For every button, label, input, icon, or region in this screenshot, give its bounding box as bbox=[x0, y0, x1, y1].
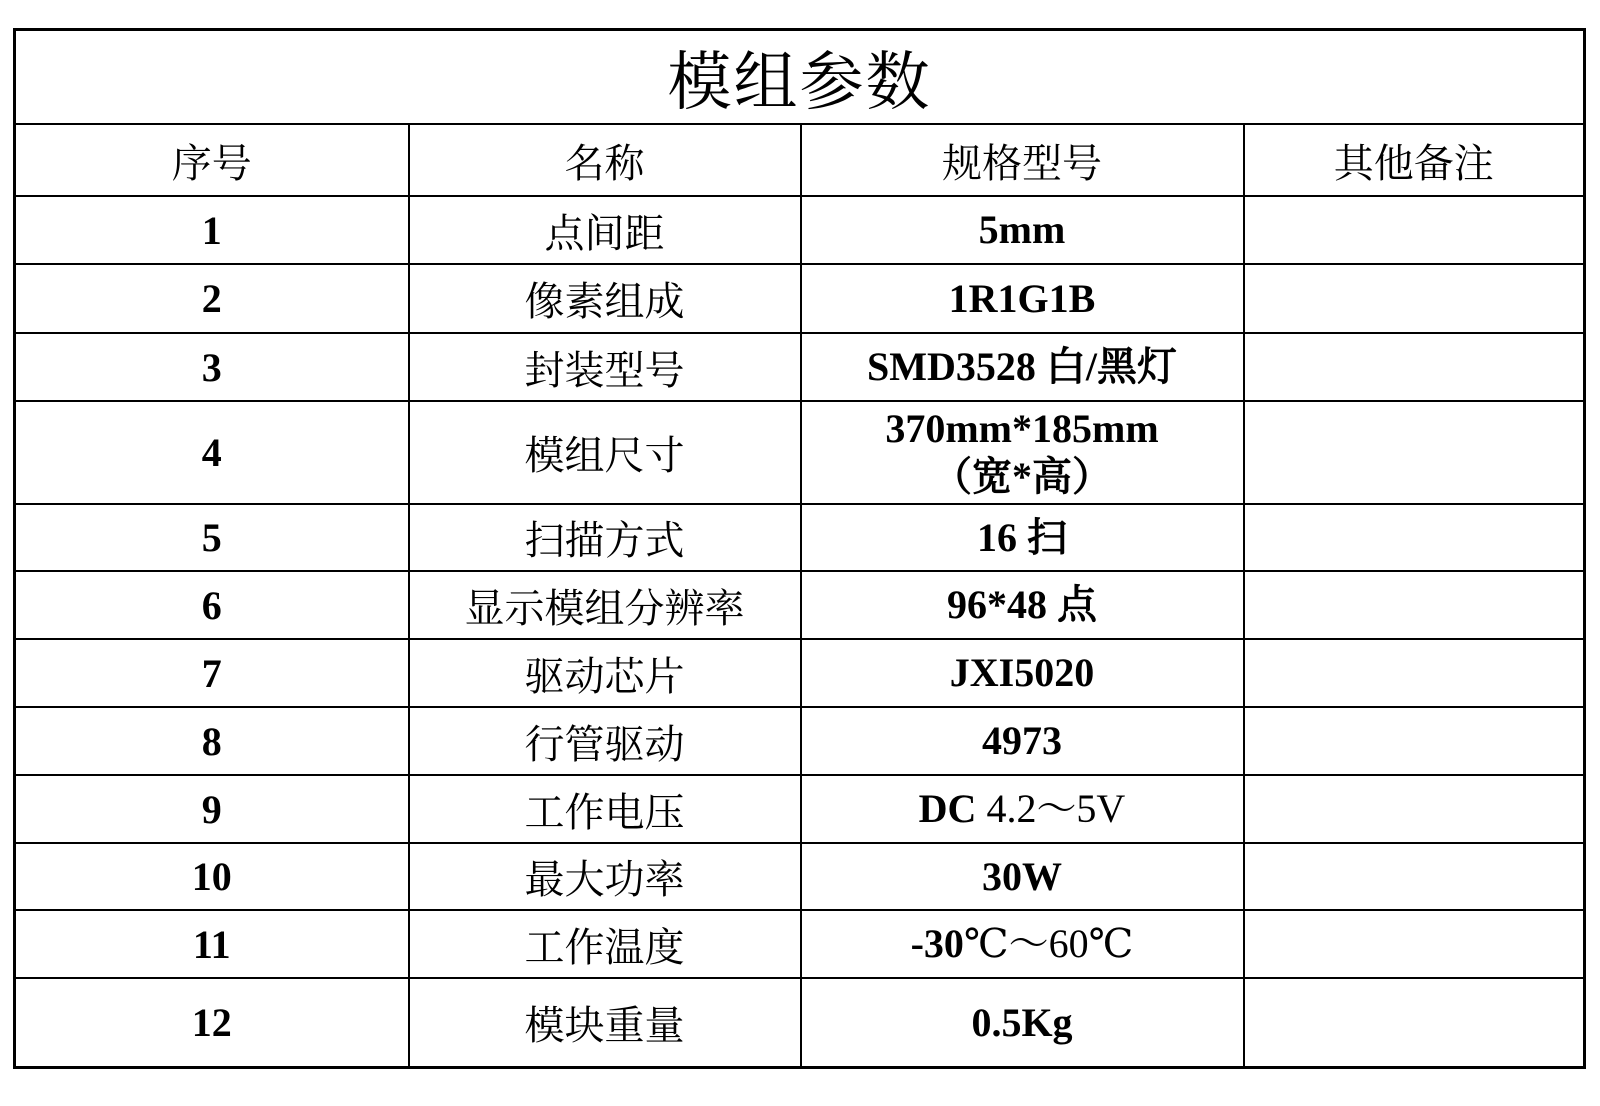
remark-cell bbox=[1244, 333, 1585, 401]
remark-cell bbox=[1244, 639, 1585, 707]
row-number-cell: 7 bbox=[15, 639, 409, 707]
remark-cell bbox=[1244, 401, 1585, 504]
remark-cell bbox=[1244, 264, 1585, 333]
row-number-cell: 3 bbox=[15, 333, 409, 401]
row-number-cell: 2 bbox=[15, 264, 409, 333]
name-cell: 点间距 bbox=[409, 196, 801, 264]
table-row bbox=[15, 196, 1585, 264]
name-cell: 工作温度 bbox=[409, 910, 801, 978]
row-number-cell: 5 bbox=[15, 504, 409, 571]
spec-text-normal: 4.2～5V bbox=[976, 786, 1126, 832]
row-number-cell: 10 bbox=[15, 843, 409, 910]
row-number-cell: 6 bbox=[15, 571, 409, 639]
row-number-cell: 11 bbox=[15, 910, 409, 978]
table-row bbox=[15, 775, 1585, 843]
spec-text: 30W bbox=[982, 853, 1062, 899]
row-number-cell: 1 bbox=[15, 196, 409, 264]
title-row bbox=[15, 30, 1585, 125]
table-row bbox=[15, 639, 1585, 707]
table-row bbox=[15, 504, 1585, 571]
spec-cell bbox=[801, 264, 1244, 333]
col-header-name: 名称 bbox=[409, 124, 801, 196]
table-row bbox=[15, 843, 1585, 910]
name-cell: 驱动芯片 bbox=[409, 639, 801, 707]
name-cell: 模组尺寸 bbox=[409, 401, 801, 504]
spec-text-normal: ℃～60℃ bbox=[963, 921, 1134, 967]
name-cell: 封装型号 bbox=[409, 333, 801, 401]
spec-cell bbox=[801, 910, 1244, 978]
name-cell: 扫描方式 bbox=[409, 504, 801, 571]
col-header-index: 序号 bbox=[15, 124, 409, 196]
spec-text: 370mm*185mm bbox=[885, 406, 1159, 452]
remark-cell bbox=[1244, 707, 1585, 775]
spec-cell bbox=[801, 571, 1244, 639]
table-row bbox=[15, 401, 1585, 504]
spec-cell bbox=[801, 639, 1244, 707]
table-row bbox=[15, 264, 1585, 333]
remark-cell bbox=[1244, 843, 1585, 910]
spec-text: 0.5Kg bbox=[971, 999, 1073, 1045]
spec-text-line2: （宽*高） bbox=[932, 453, 1112, 499]
spec-cell bbox=[801, 978, 1244, 1067]
table-row bbox=[15, 333, 1585, 401]
spec-text: SMD3528 白/黑灯 bbox=[867, 344, 1177, 390]
row-number-cell: 8 bbox=[15, 707, 409, 775]
table-row bbox=[15, 910, 1585, 978]
page-title: 模组参数 bbox=[15, 30, 1585, 125]
spec-cell bbox=[801, 196, 1244, 264]
spec-text: DC bbox=[918, 786, 977, 832]
spec-cell bbox=[801, 504, 1244, 571]
remark-cell bbox=[1244, 775, 1585, 843]
spec-text: 16 扫 bbox=[977, 514, 1067, 560]
spec-cell bbox=[801, 775, 1244, 843]
col-header-remark: 其他备注 bbox=[1244, 124, 1585, 196]
table-row bbox=[15, 571, 1585, 639]
module-parameters-table bbox=[13, 28, 1586, 1069]
spec-text: -30 bbox=[910, 921, 964, 967]
row-number-cell: 12 bbox=[15, 978, 409, 1067]
table-row bbox=[15, 978, 1585, 1067]
spec-sheet bbox=[13, 28, 1583, 1069]
spec-cell bbox=[801, 707, 1244, 775]
name-cell: 工作电压 bbox=[409, 775, 801, 843]
spec-text: 96*48 点 bbox=[947, 582, 1097, 628]
name-cell: 模块重量 bbox=[409, 978, 801, 1067]
remark-cell bbox=[1244, 571, 1585, 639]
row-number-cell: 9 bbox=[15, 775, 409, 843]
spec-text: 4973 bbox=[982, 718, 1062, 764]
header-row bbox=[15, 124, 1585, 196]
spec-cell bbox=[801, 843, 1244, 910]
spec-text: 1R1G1B bbox=[948, 275, 1096, 321]
name-cell: 最大功率 bbox=[409, 843, 801, 910]
spec-text: JXI5020 bbox=[949, 650, 1095, 696]
table-row bbox=[15, 707, 1585, 775]
spec-cell bbox=[801, 401, 1244, 504]
remark-cell bbox=[1244, 978, 1585, 1067]
col-header-spec: 规格型号 bbox=[801, 124, 1244, 196]
remark-cell bbox=[1244, 196, 1585, 264]
remark-cell bbox=[1244, 910, 1585, 978]
name-cell: 行管驱动 bbox=[409, 707, 801, 775]
row-number-cell: 4 bbox=[15, 401, 409, 504]
remark-cell bbox=[1244, 504, 1585, 571]
spec-cell bbox=[801, 333, 1244, 401]
spec-text: 5mm bbox=[978, 207, 1066, 253]
name-cell: 显示模组分辨率 bbox=[409, 571, 801, 639]
name-cell: 像素组成 bbox=[409, 264, 801, 333]
